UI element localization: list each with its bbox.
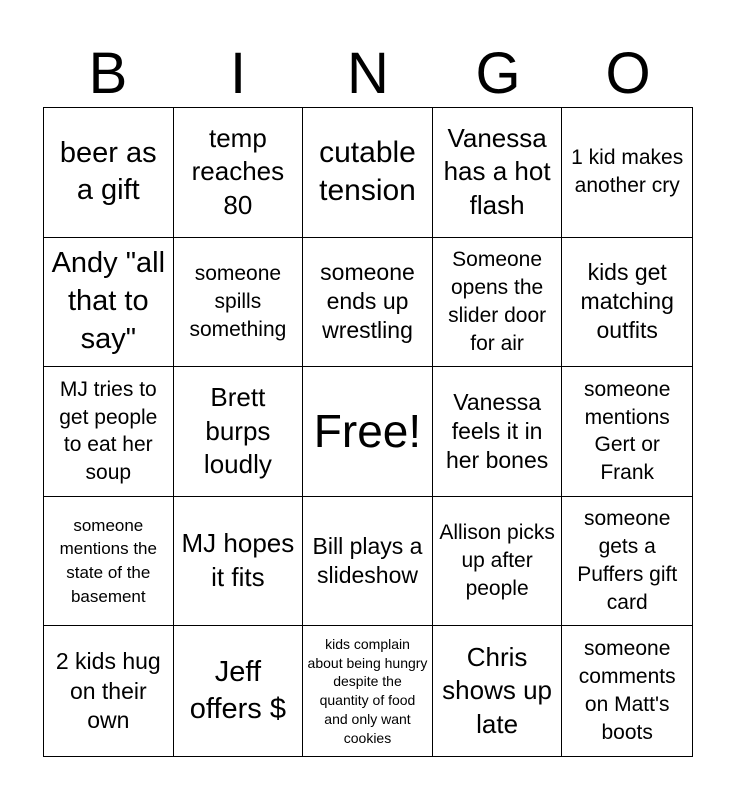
- bingo-cell[interactable]: beer as a gift: [44, 108, 174, 238]
- free-space-cell[interactable]: Free!: [303, 367, 433, 497]
- bingo-cell[interactable]: 1 kid makes another cry: [562, 108, 692, 238]
- bingo-cell[interactable]: Vanessa has a hot flash: [433, 108, 563, 238]
- bingo-cell[interactable]: MJ tries to get people to eat her soup: [44, 367, 174, 497]
- bingo-cell[interactable]: 2 kids hug on their own: [44, 626, 174, 756]
- header-letter-o: O: [605, 41, 651, 106]
- bingo-cell[interactable]: someone mentions the state of the basement: [44, 497, 174, 627]
- bingo-cell[interactable]: kids get matching outfits: [562, 238, 692, 368]
- header-letter-i: I: [229, 41, 247, 106]
- bingo-cell[interactable]: cutable tension: [303, 108, 433, 238]
- header-letter-b: B: [88, 41, 128, 106]
- bingo-cell[interactable]: Bill plays a slideshow: [303, 497, 433, 627]
- bingo-cell[interactable]: someone ends up wrestling: [303, 238, 433, 368]
- header-letter-g: G: [475, 41, 521, 106]
- bingo-cell[interactable]: Andy "all that to say": [44, 238, 174, 368]
- bingo-cell[interactable]: Brett burps loudly: [174, 367, 304, 497]
- bingo-cell[interactable]: someone comments on Matt's boots: [578, 637, 676, 745]
- bingo-cell[interactable]: temp reaches 80: [174, 108, 304, 238]
- bingo-cell[interactable]: someone gets a Puffers gift card: [562, 497, 692, 627]
- bingo-cell[interactable]: Someone opens the slider door for air: [433, 238, 563, 368]
- bingo-cell[interactable]: someone spills something: [174, 238, 304, 368]
- bingo-cell[interactable]: Jeff offers $: [174, 626, 304, 756]
- bingo-cell[interactable]: MJ hopes it fits: [174, 497, 304, 627]
- bingo-cell[interactable]: Vanessa feels it in her bones: [433, 367, 563, 497]
- header-letter-n: N: [347, 41, 389, 106]
- bingo-cell[interactable]: kids complain about being hungry despite the quantity of food and only want cookies: [303, 626, 433, 756]
- bingo-cell[interactable]: someone mentions Gert or Frank: [562, 367, 692, 497]
- bingo-cell[interactable]: Chris shows up late: [433, 626, 563, 756]
- bingo-header: [43, 40, 693, 108]
- bingo-cell[interactable]: Allison picks up after people: [433, 497, 563, 627]
- bingo-board: [43, 107, 693, 757]
